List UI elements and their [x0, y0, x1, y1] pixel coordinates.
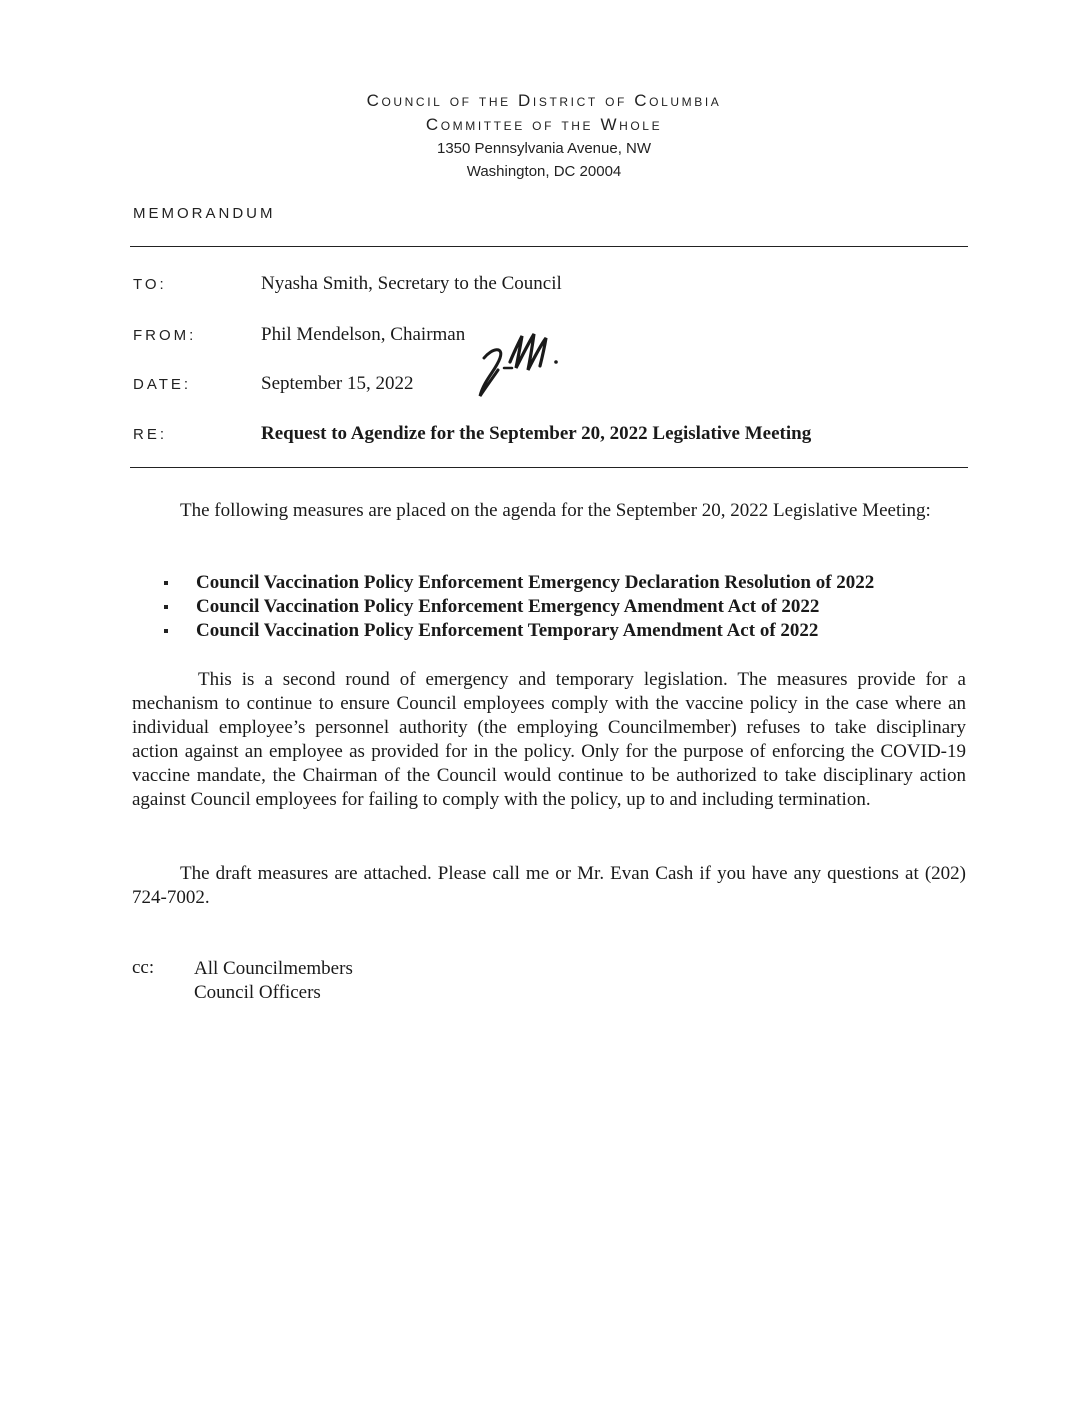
- measure-title: Council Vaccination Policy Enforcement Temporary Amendment Act of 2022: [196, 620, 819, 641]
- list-item: [160, 571, 980, 595]
- to-value: Nyasha Smith, Secretary to the Council: [261, 273, 562, 294]
- third-paragraph-text: The draft measures are attached. Please call me or Mr. Evan Cash if you have any questions at (202) 724-7002.: [132, 863, 966, 908]
- list-item: [160, 595, 980, 619]
- memorandum-label: MEMORANDUM: [133, 205, 276, 222]
- committee-name: Committee of the Whole: [425, 115, 663, 134]
- intro-paragraph: [132, 499, 966, 523]
- measure-title: Council Vaccination Policy Enforcement Emergency Declaration Resolution of 2022: [196, 572, 875, 593]
- cc-label: cc:: [132, 957, 155, 978]
- council-name: Council of the District of Columbia: [366, 91, 722, 110]
- bottom-divider: [130, 467, 968, 468]
- bullet-icon: [164, 581, 168, 585]
- re-label: RE:: [133, 426, 168, 443]
- date-value: September 15, 2022: [261, 373, 414, 394]
- cc-recipients: [194, 957, 353, 1005]
- measure-title: Council Vaccination Policy Enforcement Emergency Amendment Act of 2022: [196, 596, 820, 617]
- from-value: Phil Mendelson, Chairman: [261, 324, 466, 345]
- measures-list: [160, 571, 980, 643]
- cc-recipient: Council Officers: [194, 982, 321, 1003]
- second-paragraph-text: This is a second round of emergency and temporary legislation. The measures provide for a mechanism to continue to ensure Council employees comply with the vaccine policy in the case where an individual employee’s personnel authority (the employing Councilmember) refuses to take disciplinary action against an employee as provided for in the policy. Only for the purpose of enforcing the COVID-19 vaccine mandate, the Chairman of the Council would continue to be authorized to take disciplinary action against Council employees for failing to comply with the policy, up to and including termination.: [132, 669, 966, 810]
- to-label: TO:: [133, 276, 167, 293]
- intro-text: The following measures are placed on the agenda for the September 20, 2022 Legislative Meeting:: [180, 500, 931, 521]
- list-item: [160, 619, 980, 643]
- top-divider: [130, 246, 968, 247]
- date-label: DATE:: [133, 376, 192, 393]
- third-paragraph: [132, 862, 966, 910]
- re-value: Request to Agendize for the September 20, 2022 Legislative Meeting: [261, 423, 812, 444]
- address-line-2: Washington, DC 20004: [466, 163, 622, 180]
- from-label: FROM:: [133, 327, 197, 344]
- second-paragraph: [132, 668, 966, 812]
- handwritten-signature-icon: [470, 318, 570, 400]
- bullet-icon: [164, 605, 168, 609]
- cc-recipient: All Councilmembers: [194, 958, 353, 979]
- address-line-1: 1350 Pennsylvania Avenue, NW: [436, 140, 652, 157]
- bullet-icon: [164, 629, 168, 633]
